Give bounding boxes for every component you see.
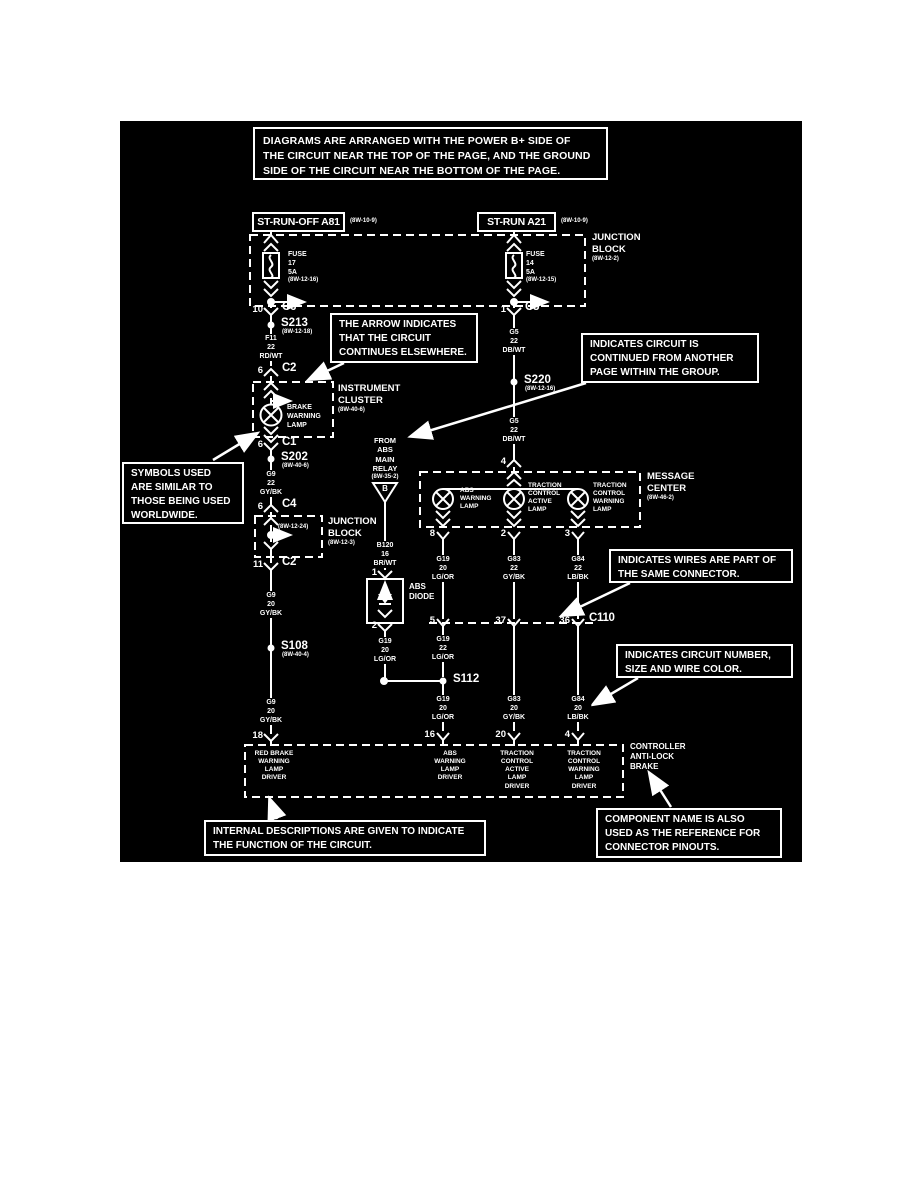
label-line: CONTROL	[567, 758, 601, 766]
callout-line: PAGE WITHIN THE GROUP.	[590, 367, 720, 378]
note-line: SIDE OF THE CIRCUIT NEAR THE BOTTOM OF THE PAGE.	[263, 165, 561, 177]
connector-name-c6: C6	[282, 301, 297, 313]
label-driver-abs	[434, 750, 465, 783]
wire-label	[371, 637, 399, 664]
label-line: FUSE	[526, 251, 545, 258]
connector-pin-number: 10	[252, 304, 263, 315]
wire-label-line: LG/OR	[431, 654, 455, 661]
wire-label	[257, 591, 285, 618]
label-line: DRIVER	[261, 774, 287, 782]
label-line: WARNING	[593, 498, 625, 506]
label-line: FROM	[373, 436, 397, 445]
wire-label-line: 22	[574, 565, 582, 572]
wire-label	[371, 541, 400, 568]
callout-line: THAT THE CIRCUIT	[339, 333, 432, 344]
connector-chevron	[507, 460, 521, 467]
arrow-to-wire-label	[594, 678, 638, 704]
wire-label-line: 20	[439, 565, 447, 572]
label-line: (8W-12-2)	[592, 255, 619, 262]
callout-circuit-number	[616, 644, 793, 678]
callout-line: THOSE BEING USED	[131, 496, 231, 507]
label-line: DRIVER	[504, 782, 530, 790]
label-fuse-14	[526, 251, 556, 285]
splice-name-s202: S202	[281, 451, 308, 463]
wire-label-line: 22	[510, 338, 518, 345]
callout-circuit-continued	[581, 333, 759, 383]
label-line: WARNING	[434, 758, 466, 766]
label-line: (8W-46-2)	[647, 494, 674, 501]
callout-line: WORLDWIDE.	[131, 510, 198, 521]
callout-line: USED AS THE REFERENCE FOR	[605, 828, 761, 839]
label-line: ABS	[460, 487, 474, 494]
label-line: WARNING	[287, 412, 321, 420]
label-line: 5A	[526, 268, 535, 276]
label-line: LAMP	[440, 766, 460, 774]
label-line: ABS	[443, 750, 457, 757]
wire-label-line: GY/BK	[502, 714, 526, 721]
label-mc-lamp-tc-active	[528, 482, 562, 515]
callout-line: CONTINUED FROM ANOTHER	[590, 353, 734, 364]
wire-label-line: LG/OR	[431, 574, 455, 581]
label-line: ANTI-LOCK	[630, 752, 674, 761]
label-line: ABS	[409, 582, 426, 591]
label-line: B	[382, 484, 388, 493]
label-line: BLOCK	[328, 527, 362, 539]
callout-component-name	[596, 808, 782, 858]
label-line: LAMP	[507, 774, 527, 782]
connector-chevron	[378, 624, 392, 631]
connector-chevron	[378, 571, 392, 578]
wire-label	[429, 635, 457, 662]
callout-line: THE ARROW INDICATES	[339, 319, 457, 330]
callout-line: ARE SIMILAR TO	[131, 482, 213, 493]
note-line: DIAGRAMS ARE ARRANGED WITH THE POWER B+ SIDE OF	[263, 135, 571, 147]
connector-pin-number: 4	[500, 456, 506, 467]
label-line: MESSAGE	[647, 471, 695, 482]
connector-pin-number: 3	[564, 528, 570, 539]
label-line: LAMP	[460, 503, 479, 511]
label-mc-lamp-abs	[460, 487, 491, 511]
label-line: RED BRAKE	[254, 750, 294, 757]
wire-label	[564, 555, 591, 582]
wire-label	[500, 695, 528, 722]
label-line: CONTROL	[528, 490, 561, 498]
splice-name-s220: S220	[524, 374, 551, 386]
connector-pin-number: 20	[495, 729, 506, 740]
label-line: RELAY	[372, 464, 398, 474]
wire-label-line: 16	[381, 551, 389, 558]
arrow-to-driver-text	[270, 800, 277, 819]
label-message-center	[647, 471, 695, 502]
callout-line: INDICATES CIRCUIT IS	[590, 339, 699, 350]
splice-ref: (8W-40-6)	[282, 463, 309, 469]
connector-chevron	[507, 308, 521, 315]
callout-line: INTERNAL DESCRIPTIONS ARE GIVEN TO INDICATE	[213, 826, 465, 837]
callout-line: INDICATES WIRES ARE PART OF	[618, 555, 777, 566]
connector-pin-number: 4	[564, 729, 570, 740]
label-line: WARNING	[258, 758, 290, 766]
wire-label	[500, 328, 529, 355]
connector-pin-number: 6	[257, 365, 263, 376]
wire-label-line: 20	[439, 705, 447, 712]
label-mc-lamp-tc-warning	[593, 482, 627, 515]
label-line: FUSE	[288, 251, 307, 258]
label-instrument-cluster	[338, 383, 400, 414]
connector-pin-number: 5	[429, 615, 435, 626]
wire-label-line: G84	[571, 556, 585, 563]
arrow-to-controller-name	[650, 774, 671, 807]
connector-pin-number: 36	[559, 615, 570, 626]
label-line: TRACTION	[528, 482, 562, 489]
wire-label-line: 22	[267, 480, 275, 487]
connector-name-c4: C4	[282, 498, 297, 510]
splice-dot	[511, 379, 518, 386]
callout-line: CONNECTOR PINOUTS.	[605, 842, 720, 853]
label-line: (8W-12-16)	[288, 277, 319, 284]
connector-name-c110: C110	[589, 612, 615, 624]
label-line: MAIN	[375, 454, 395, 464]
wire-label-line: G9	[266, 471, 276, 478]
label-line: DRIVER	[437, 774, 463, 782]
feed-ref: (8W-10-9)	[561, 218, 588, 224]
connector-pin-number: 2	[500, 528, 506, 539]
label-line: WARNING	[460, 495, 492, 503]
connector-pin-number: 6	[257, 439, 263, 450]
label-line: LAMP	[287, 421, 307, 429]
label-line: (8W-12-3)	[328, 539, 355, 546]
label-fuse-17	[288, 251, 318, 285]
label-abs-diode	[409, 582, 434, 602]
connector-chevron	[264, 369, 278, 376]
connector-chevron	[264, 505, 278, 512]
wire-label-line: LG/OR	[431, 714, 455, 721]
wire-label-line: 22	[510, 427, 518, 434]
label-line: 5A	[288, 268, 297, 276]
diode-symbol	[380, 595, 390, 602]
connector-name-c1: C1	[282, 436, 297, 448]
wire-label-line: G19	[436, 696, 450, 703]
callout-line: SYMBOLS USED	[131, 468, 212, 479]
label-line: JUNCTION	[328, 516, 377, 527]
wire-label-line: 20	[267, 601, 275, 608]
label-abs-main-relay	[372, 436, 399, 481]
connector-chevron	[264, 443, 278, 450]
wire-label-line: 22	[510, 565, 518, 572]
callout-same-connector	[609, 549, 793, 583]
feed-ref: (8W-10-9)	[350, 218, 377, 224]
wire-label-line: G19	[378, 638, 392, 645]
label-line: (8W-40-6)	[338, 406, 365, 413]
label-line: CENTER	[647, 482, 687, 494]
wire-label-line: RD/WT	[259, 353, 283, 360]
wire-label	[429, 695, 457, 722]
label-line: ABS	[377, 445, 393, 455]
label-driver-red-brake	[255, 750, 294, 783]
wire-label-line: 22	[267, 344, 275, 351]
callout-arrow-continues	[330, 313, 478, 363]
label-line: (8W-35-2)	[371, 473, 399, 480]
wire-label-line: LB/BK	[567, 574, 589, 581]
wire-label-line: 20	[267, 708, 275, 715]
callout-symbols-worldwide	[122, 462, 244, 524]
wire-label-line: G83	[507, 696, 521, 703]
label-line: 17	[288, 259, 296, 267]
wire-label-line: B120	[376, 542, 394, 549]
continues-arrow-icon	[507, 235, 521, 251]
connector-name-c5: C5	[525, 301, 540, 313]
label-junction-block-2	[328, 516, 377, 547]
wire-label	[257, 470, 285, 497]
label-line: JUNCTION	[592, 232, 641, 243]
wire-label-line: 20	[381, 647, 389, 654]
note-line: THE CIRCUIT NEAR THE TOP OF THE PAGE, AND THE GROUND	[263, 150, 591, 162]
wire-label-line: F11	[265, 335, 277, 342]
label-line: CONTROL	[593, 490, 626, 498]
label-line: INSTRUMENT	[338, 383, 401, 394]
arrangement-note-box	[253, 127, 608, 180]
label-line: BLOCK	[592, 243, 626, 255]
wire-label	[257, 698, 285, 725]
feed-st-run-off-a81	[252, 212, 345, 232]
wire-label-line: G19	[436, 636, 450, 643]
connector-chevron	[264, 734, 278, 741]
callout-line: THE FUNCTION OF THE CIRCUIT.	[213, 840, 372, 851]
label-line: 14	[526, 259, 534, 267]
label-line: LAMP	[593, 506, 612, 514]
splice-dot	[268, 645, 275, 652]
wire-label-line: GY/BK	[259, 489, 283, 496]
wire-label-line: DB/WT	[502, 436, 526, 443]
wire-label	[429, 555, 457, 582]
wire-label-line: LB/BK	[567, 714, 589, 721]
wire-label	[257, 334, 286, 361]
label-line: DRIVER	[571, 782, 597, 790]
junction-block-2-outline	[255, 516, 322, 557]
callout-line: CONTINUES ELSEWHERE.	[339, 347, 467, 358]
label-line: LAMP	[574, 774, 594, 782]
wire-label-line: GY/BK	[259, 610, 283, 617]
label-line: CLUSTER	[338, 394, 383, 406]
callout-line: SIZE AND WIRE COLOR.	[625, 664, 742, 675]
label-driver-tc-warning	[567, 750, 601, 791]
label-line: TRACTION	[500, 750, 534, 757]
wire-label-line: G83	[507, 556, 521, 563]
feed-label: ST-RUN A21	[487, 216, 546, 228]
wire-label-line: DB/WT	[502, 347, 526, 354]
feed-st-run-a21	[477, 212, 556, 232]
splice-name-s213: S213	[281, 317, 308, 329]
connector-pin-number: 8	[429, 528, 435, 539]
splice-name-s112: S112	[453, 673, 480, 685]
continues-arrow-icon	[264, 235, 278, 251]
connector-name-c2: C2	[282, 362, 297, 374]
arrow-to-c110	[563, 583, 630, 615]
wire-label-line: G5	[509, 329, 519, 336]
splice-ref: (8W-40-4)	[282, 652, 309, 658]
label-line: TRACTION	[593, 482, 627, 489]
wire-label-line: G5	[509, 418, 519, 425]
connector-pin-number: 6	[257, 501, 263, 512]
wire-label-line: GY/BK	[502, 574, 526, 581]
wire-label-line: BR/WT	[373, 560, 397, 567]
wire-label-line: 22	[439, 645, 447, 652]
label-line: CONTROLLER	[630, 742, 686, 751]
connector-pin-number: 37	[495, 615, 506, 626]
wire-label	[564, 695, 591, 722]
splice-dot	[268, 322, 275, 329]
wire-label-line: G19	[436, 556, 450, 563]
wire-label-line: G9	[266, 699, 276, 706]
label-brake-warning-lamp	[287, 404, 321, 430]
connector-chevron	[264, 563, 278, 570]
callout-internal-descriptions	[204, 820, 486, 856]
wire-label-line: LG/OR	[373, 656, 397, 663]
label-controller-name	[630, 742, 686, 772]
callout-line: INDICATES CIRCUIT NUMBER,	[625, 650, 771, 661]
callout-line: THE SAME CONNECTOR.	[618, 569, 740, 580]
arrow-to-continuation-symbol	[310, 363, 344, 379]
wire-label-line: G9	[266, 592, 276, 599]
splice-ref: (8W-12-18)	[282, 329, 313, 335]
wire-label-line: 20	[574, 705, 582, 712]
label-line: (8W-12-15)	[526, 277, 557, 284]
label-line: BRAKE	[287, 404, 312, 411]
connector-pin-number: 11	[252, 559, 263, 570]
splice-dot	[440, 678, 447, 685]
wire-label	[500, 417, 529, 444]
label-line: LAMP	[528, 506, 547, 514]
label-relay-letter	[382, 484, 388, 494]
connector-pin-number: 1	[371, 567, 377, 578]
wire-label-line: 20	[510, 705, 518, 712]
feed-label: ST-RUN-OFF A81	[257, 216, 340, 228]
wire-label	[500, 555, 528, 582]
connector-pin-number: 18	[252, 730, 263, 741]
label-jb2-inner-ref	[278, 524, 308, 532]
splice-name-s108: S108	[281, 640, 308, 652]
connector-name-c2: C2	[282, 556, 297, 568]
label-line: DIODE	[409, 592, 435, 601]
connector-pin-number: 2	[371, 620, 377, 631]
wiring-diagram-panel	[120, 121, 802, 862]
label-driver-tc-active	[500, 750, 534, 791]
label-line: ACTIVE	[528, 498, 552, 506]
label-line: CONTROL	[500, 758, 534, 766]
label-junction-block-top	[592, 232, 641, 263]
connector-pin-number: 16	[424, 729, 435, 740]
wire-label-line: GY/BK	[259, 717, 283, 724]
wire-label-line: G84	[571, 696, 585, 703]
label-line: WARNING	[568, 766, 600, 774]
label-line: LAMP	[264, 766, 284, 774]
callout-line: COMPONENT NAME IS ALSO	[605, 814, 745, 825]
splice-dot	[268, 456, 275, 463]
label-line: TRACTION	[567, 750, 601, 757]
connector-pin-number: 1	[500, 304, 506, 315]
label-line: ACTIVE	[505, 766, 529, 774]
label-line: (8W-12-24)	[278, 524, 309, 530]
splice-ref: (8W-12-16)	[525, 386, 556, 392]
connector-chevron	[264, 308, 278, 315]
label-line: BRAKE	[630, 762, 659, 771]
